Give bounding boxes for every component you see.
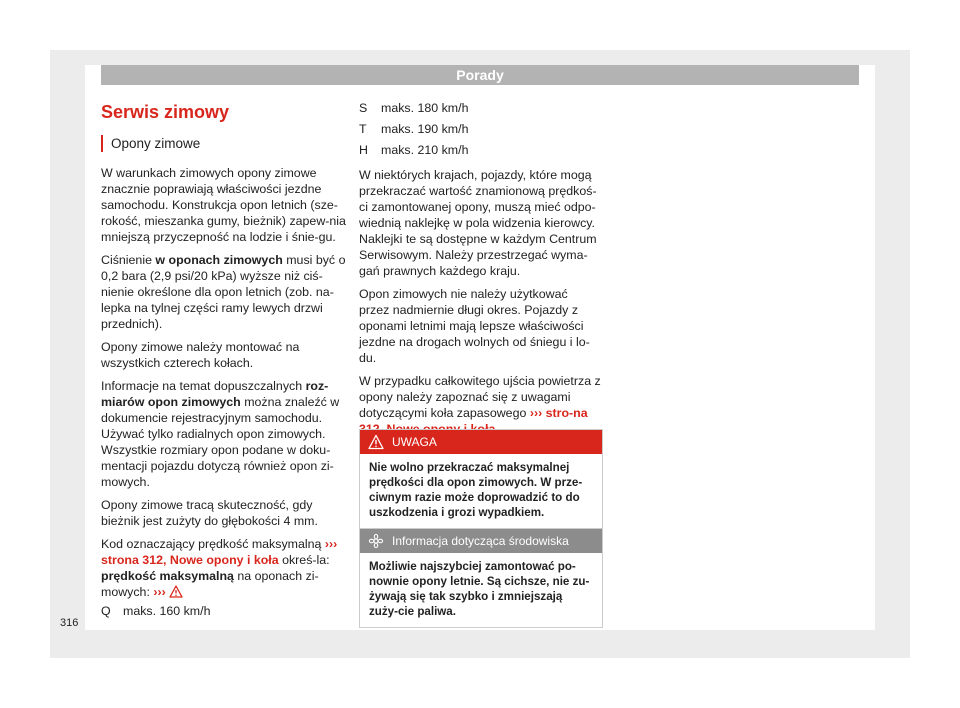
paragraph: Ciśnienie w oponach zimowych musi być o 0,2 bara (2,9 psi/20 kPa) wyższe niż ciś-nienie określone dla opon letnich (zob. na-lepka na tylnej części ramy lewych drzwi przednich). — [101, 253, 346, 331]
speed-row: T maks. 190 km/h — [359, 122, 469, 136]
warning-text: Nie wolno przekraczać maksymalnej prędkości dla opon zimowych. W prze-ciwnym razie może doprowadzić to do uszkodzenia i grozi wypadkiem. — [369, 461, 583, 519]
section-title: Serwis zimowy — [101, 102, 230, 122]
speed-row: S maks. 180 km/h — [359, 101, 469, 115]
chapter-header: Porady — [101, 65, 859, 85]
environment-box — [359, 528, 603, 628]
speed-row: H maks. 210 km/h — [359, 143, 469, 157]
warning-box-header — [360, 430, 602, 454]
warning-triangle-icon — [368, 434, 384, 450]
environment-text: Możliwie najszybciej zamontować po-nownie opony letnie. Są cichsze, nie zu-żywają się tak szybko i zmniejszają zuży-cie paliwa. — [369, 560, 590, 618]
page-reference-link[interactable]: ››› strona 312, Nowe opony i koła — [101, 537, 338, 567]
environment-box-header — [360, 529, 602, 553]
left-column — [101, 165, 353, 609]
warning-box — [359, 429, 603, 529]
speed-row-q: Q maks. 160 km/h — [101, 604, 211, 618]
paragraph: Opony zimowe tracą skuteczność, gdy bieżnik jest zużyty do głębokości 4 mm. — [101, 498, 318, 528]
page-number: 316 — [60, 617, 79, 629]
warning-title: UWAGA — [392, 435, 437, 449]
page-reference-link[interactable]: ››› stro-na — [529, 406, 588, 420]
subsection-title: Opony zimowe — [101, 135, 200, 152]
paragraph: Opony zimowe należy montować na wszystkich czterech kołach. — [101, 340, 300, 370]
right-column — [359, 100, 601, 444]
paragraph: W przypadku całkowitego ujścia powietrza z opony należy zapoznać się z uwagami dotyczącymi koła zapasowego ››› stro-na — [359, 373, 601, 437]
environment-title: Informacja dotycząca środowiska — [392, 534, 569, 548]
reference-arrows[interactable]: ››› — [153, 585, 166, 599]
paragraph: Opon zimowych nie należy użytkować przez nadmiernie długi okres. Pojazdy z oponami letnimi mają lepsze właściwości jezdne na drogach wolnych od śniegu i lo-du. — [359, 287, 590, 365]
paragraph: W niektórych krajach, pojazdy, które mogą przekraczać wartość znamionową prędkoś-ci zamontowanej opony, muszą mieć odpo-wiednią naklejkę w pola widzenia kierowcy. Naklejki te są dostępne w każdym Centrum Serwisowym. Należy przestrzegać wyma-gań prawnych każdego kraju. — [359, 168, 597, 278]
warning-triangle-icon — [169, 585, 183, 602]
paragraph: Informacje na temat dopuszczalnych roz-miarów opon zimowych można znaleźć w dokumencie rejestracyjnym samochodu. Używać tylko radialnych opon zimowych. Wszystkie rozmiary opon podane w doku-mentacji pojazdu dotyczą również opon zi-mowych. — [101, 379, 340, 489]
flower-icon — [368, 533, 384, 549]
paragraph: Kod oznaczający prędkość maksymalną ››› strona 312, Nowe opony i koła okreś-la: prędkość maksymalną na oponach zi-mowych: ››› — [101, 536, 353, 602]
paragraph: W warunkach zimowych opony zimowe znacznie poprawiają właściwości jezdne samochodu. Konstrukcja opon letnich (sze-rokość, mieszanka gumy, bieżnik) zapew-nia mniejszą przyczepność na lodzie i śnie-gu. — [101, 166, 346, 244]
